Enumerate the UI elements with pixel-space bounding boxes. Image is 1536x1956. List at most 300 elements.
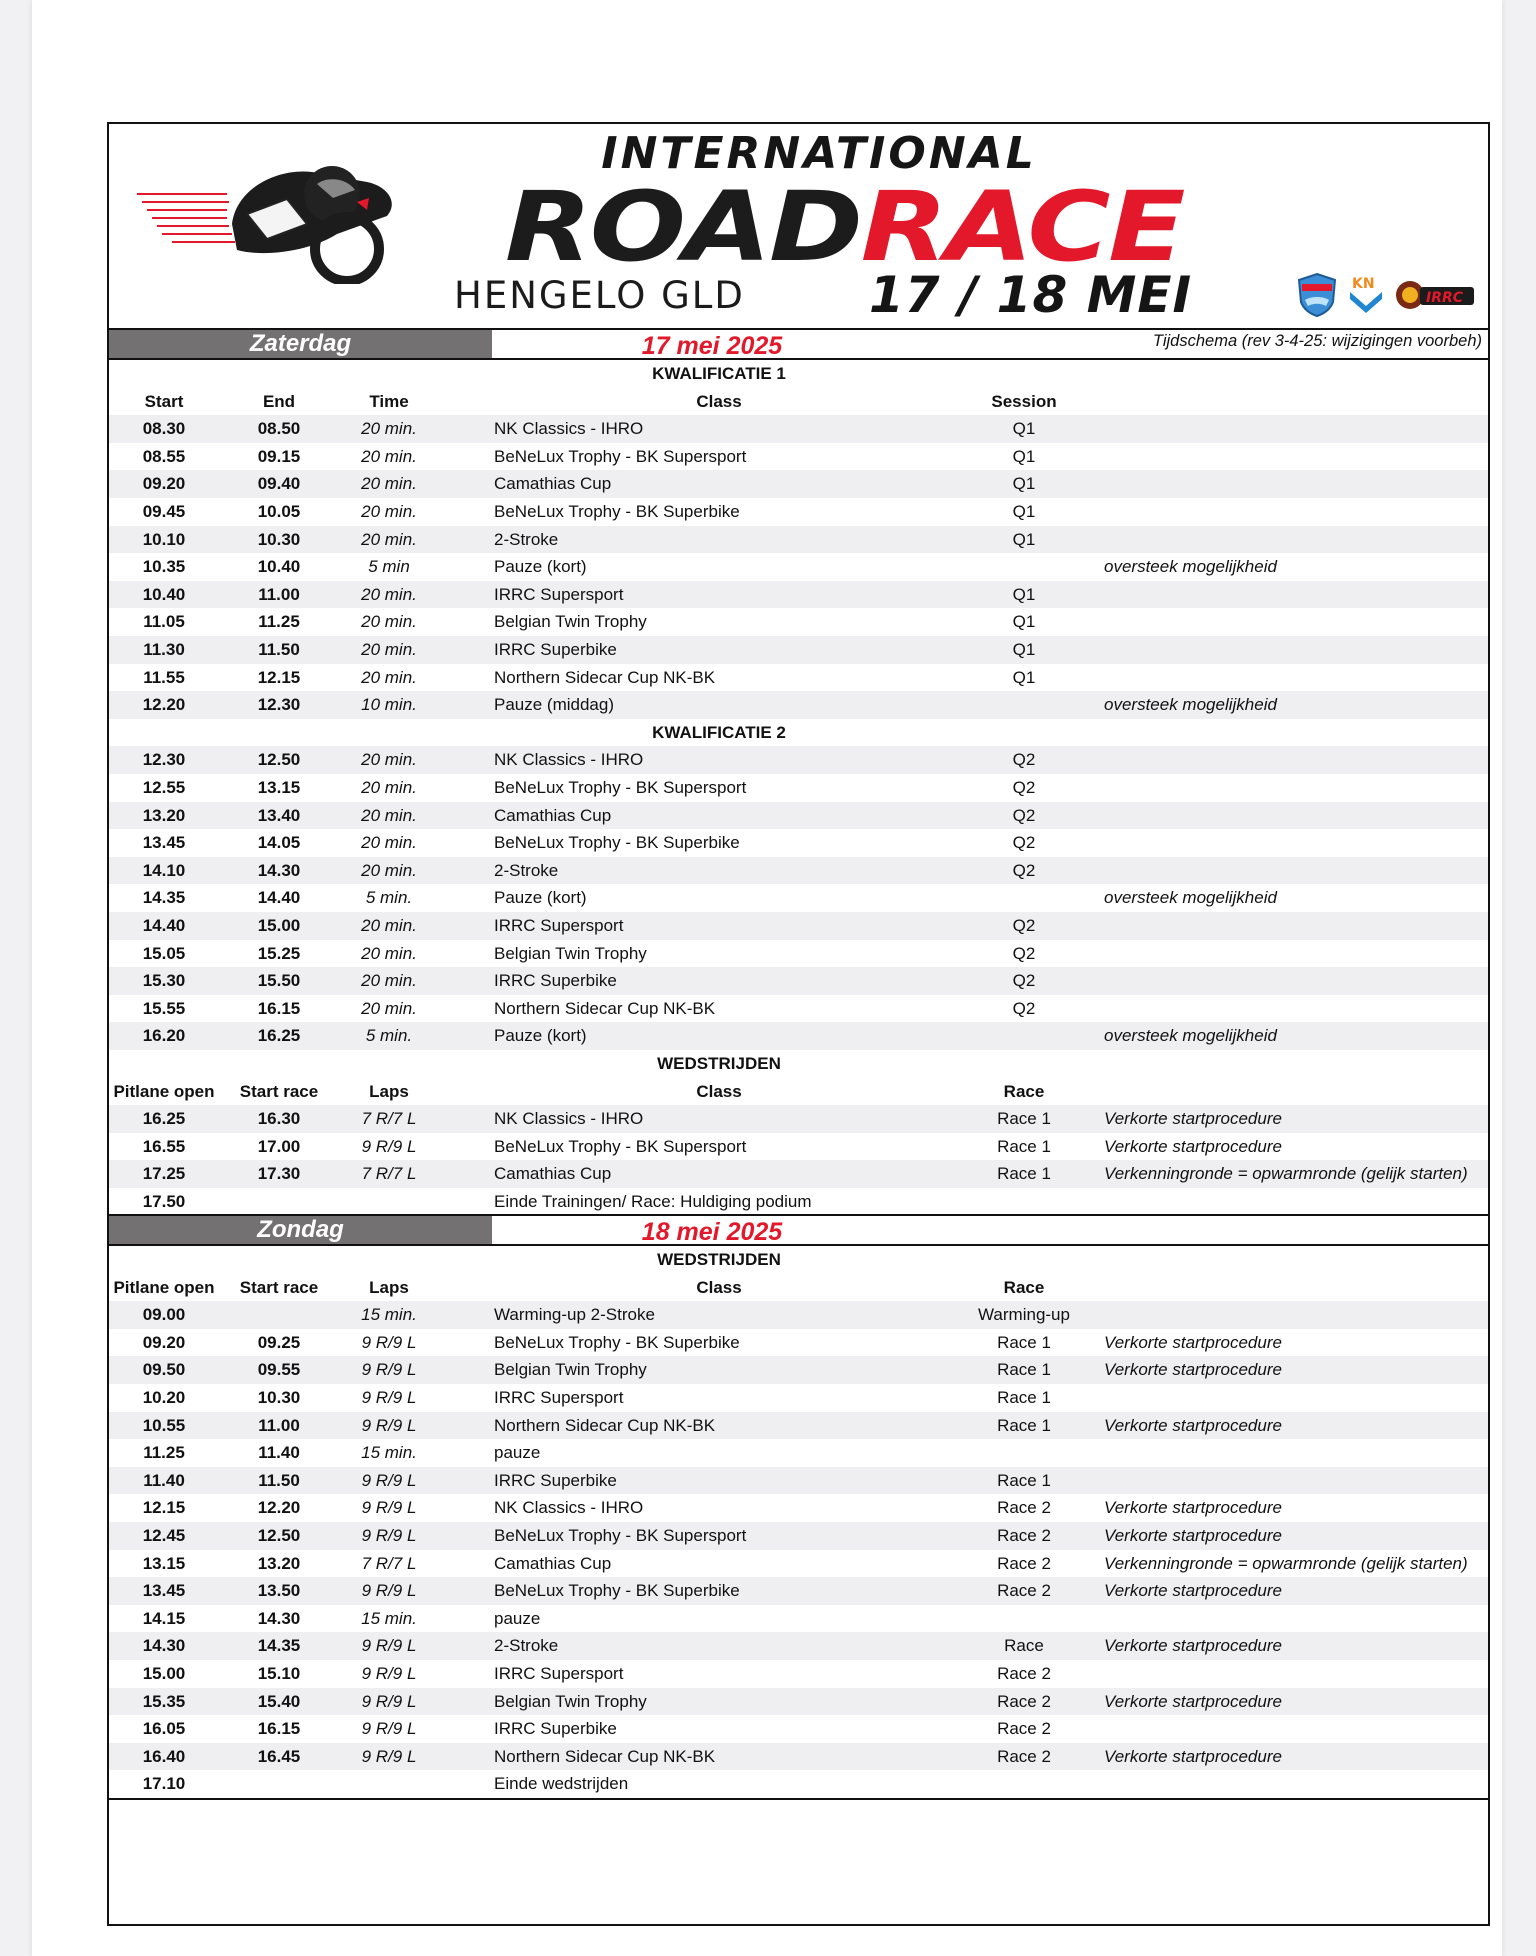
cell-6: oversteek mogelijkheid xyxy=(1104,888,1277,908)
table-row xyxy=(109,995,1488,1023)
cell-1: 10.35 xyxy=(142,557,186,577)
cell-1: 14.15 xyxy=(142,1608,186,1628)
section-title-text: KWALIFICATIE 1 xyxy=(652,364,786,383)
cell-2: 13.50 xyxy=(257,1581,301,1601)
cell-2: 15.00 xyxy=(257,916,301,935)
cell-2: 12.50 xyxy=(257,750,301,770)
cell-6: Verkorte startprocedure xyxy=(1104,1332,1282,1352)
schedule-frame xyxy=(107,122,1490,1926)
table-row xyxy=(109,1384,1488,1412)
table-row xyxy=(109,1494,1488,1522)
cell-4: Northern Sidecar Cup NK-BK xyxy=(494,667,716,687)
table-row xyxy=(109,415,1488,443)
section-title-text: WEDSTRIJDEN xyxy=(657,1054,781,1073)
cell-4: Pauze (kort) xyxy=(494,1026,587,1046)
cell-1: 09.20 xyxy=(142,474,186,494)
cell-3: 20 min. xyxy=(361,640,417,659)
cell-6: Verkorte startprocedure xyxy=(1104,1360,1282,1380)
table-row xyxy=(109,967,1488,995)
cell-4: IRRC Supersport xyxy=(494,584,624,604)
cell-5: Q2 xyxy=(1012,943,1036,963)
column-header-2: Start race xyxy=(239,1081,319,1101)
cell-6: Verkenningronde = opwarmronde (gelijk starten) xyxy=(1104,1553,1468,1573)
cell-4: Pauze (middag) xyxy=(494,695,615,715)
cell-5: Race 1 xyxy=(997,1109,1051,1129)
cell-1: 11.55 xyxy=(143,667,185,687)
location-text: HENGELO GLD xyxy=(454,274,745,317)
cell-4: 2-Stroke xyxy=(494,860,559,880)
cell-5: Q1 xyxy=(1012,502,1036,521)
sunday-label: Zondag xyxy=(109,1216,492,1244)
cell-2: 14.40 xyxy=(257,888,301,908)
cell-3: 9 R/9 L xyxy=(361,1360,417,1380)
cell-2: 11.50 xyxy=(258,1470,300,1490)
cell-4: Belgian Twin Trophy xyxy=(494,943,647,963)
cell-6: Verkorte startprocedure xyxy=(1104,1498,1282,1518)
column-header-5: Session xyxy=(991,391,1057,411)
cell-3: 20 min. xyxy=(361,502,417,521)
cell-1: 14.10 xyxy=(142,860,186,880)
table-header-row xyxy=(109,388,1488,416)
column-header-4: Class xyxy=(696,1277,742,1297)
cell-6: Verkorte startprocedure xyxy=(1104,1636,1282,1656)
cell-3: 20 min. xyxy=(361,750,417,770)
cell-4: NK Classics - IHRO xyxy=(494,750,644,770)
cell-1: 13.45 xyxy=(142,1581,186,1601)
cell-5: Race 2 xyxy=(997,1719,1051,1739)
cell-2: 12.30 xyxy=(257,695,301,715)
cell-1: 09.00 xyxy=(142,1305,186,1325)
cell-1: 15.30 xyxy=(142,971,186,991)
section-title xyxy=(109,719,1488,747)
table-row xyxy=(109,912,1488,940)
cell-5: Race 1 xyxy=(997,1360,1051,1380)
cell-3: 20 min. xyxy=(361,805,417,825)
cell-4: Northern Sidecar Cup NK-BK xyxy=(494,1746,716,1766)
cell-3: 20 min. xyxy=(361,943,417,963)
cell-6: Verkorte startprocedure xyxy=(1104,1691,1282,1711)
cell-4: BeNeLux Trophy - BK Superbike xyxy=(494,502,740,521)
cell-4: IRRC Superbike xyxy=(494,1470,617,1490)
table-row xyxy=(109,1301,1488,1329)
cell-2: 17.00 xyxy=(257,1136,301,1156)
table-row xyxy=(109,581,1488,609)
cell-1: 10.20 xyxy=(142,1388,186,1407)
cell-3: 7 R/7 L xyxy=(361,1109,417,1129)
cell-3: 9 R/9 L xyxy=(361,1526,417,1545)
cell-3: 15 min. xyxy=(361,1443,417,1463)
cell-6: Verkenningronde = opwarmronde (gelijk starten) xyxy=(1104,1164,1468,1184)
svg-text:KN: KN xyxy=(1352,276,1375,292)
cell-4: BeNeLux Trophy - BK Supersport xyxy=(494,778,747,797)
cell-4: pauze xyxy=(494,1443,541,1463)
cell-1: 16.40 xyxy=(142,1746,186,1766)
table-row xyxy=(109,1133,1488,1161)
cell-2: 09.25 xyxy=(257,1332,301,1352)
cell-1: 10.10 xyxy=(142,529,186,549)
cell-3: 7 R/7 L xyxy=(361,1553,417,1573)
cell-4: Northern Sidecar Cup NK-BK xyxy=(494,998,716,1018)
cell-3: 9 R/9 L xyxy=(361,1719,417,1739)
cell-5: Q2 xyxy=(1012,916,1036,935)
cell-6: Verkorte startprocedure xyxy=(1104,1746,1282,1766)
saturday-label: Zaterdag xyxy=(109,330,492,358)
cell-1: 11.05 xyxy=(143,612,185,632)
cell-6: oversteek mogelijkheid xyxy=(1104,557,1277,577)
cell-1: 17.25 xyxy=(142,1164,186,1184)
cell-3: 9 R/9 L xyxy=(361,1581,417,1601)
table-row xyxy=(109,1522,1488,1550)
table-row xyxy=(109,553,1488,581)
cell-1: 12.30 xyxy=(142,750,186,770)
table-row xyxy=(109,498,1488,526)
column-header-2: End xyxy=(262,391,296,411)
cell-3: 20 min. xyxy=(361,529,417,549)
cell-4: Einde Trainingen/ Race: Huldiging podium xyxy=(494,1192,812,1211)
sunday-bar xyxy=(109,1214,1488,1246)
section-title xyxy=(109,1050,1488,1078)
cell-2: 13.20 xyxy=(257,1553,301,1573)
saturday-bar xyxy=(109,328,1488,360)
cell-5: Q2 xyxy=(1012,971,1036,991)
table-row xyxy=(109,1160,1488,1188)
cell-1: 17.50 xyxy=(142,1192,186,1211)
cell-3: 9 R/9 L xyxy=(361,1136,417,1156)
cell-4: BeNeLux Trophy - BK Supersport xyxy=(494,1526,747,1545)
cell-1: 13.45 xyxy=(142,833,186,853)
cell-1: 12.15 xyxy=(142,1498,186,1518)
cell-4: IRRC Supersport xyxy=(494,1388,624,1407)
cell-5: Q2 xyxy=(1012,778,1036,797)
cell-2: 14.35 xyxy=(257,1636,301,1656)
table-row xyxy=(109,940,1488,968)
shield-logo-icon xyxy=(1296,272,1338,318)
cell-3: 20 min. xyxy=(361,474,417,494)
cell-1: 10.40 xyxy=(142,584,186,604)
cell-5: Warming-up xyxy=(978,1305,1070,1325)
irrc-logo-icon xyxy=(1394,275,1476,315)
saturday-date: 17 mei 2025 xyxy=(641,332,783,360)
cell-4: Pauze (kort) xyxy=(494,557,587,577)
cell-5: Q2 xyxy=(1012,750,1036,770)
cell-4: IRRC Supersport xyxy=(494,1664,624,1683)
cell-2: 15.10 xyxy=(257,1664,301,1683)
table-row xyxy=(109,1770,1488,1798)
cell-1: 15.35 xyxy=(142,1691,186,1711)
cell-5: Race xyxy=(1004,1636,1044,1656)
cell-2: 10.30 xyxy=(257,1388,301,1407)
cell-4: Camathias Cup xyxy=(494,474,612,494)
column-header-1: Pitlane open xyxy=(113,1277,215,1297)
table-header-row xyxy=(109,1078,1488,1106)
cell-6: Verkorte startprocedure xyxy=(1104,1415,1282,1435)
cell-4: BeNeLux Trophy - BK Supersport xyxy=(494,1136,747,1156)
table-row xyxy=(109,1329,1488,1357)
cell-4: IRRC Superbike xyxy=(494,640,617,659)
cell-1: 11.40 xyxy=(143,1470,185,1490)
table-row xyxy=(109,802,1488,830)
cell-2: 09.15 xyxy=(257,446,301,466)
cell-3: 7 R/7 L xyxy=(361,1164,417,1184)
cell-4: Camathias Cup xyxy=(494,1553,612,1573)
cell-2: 16.25 xyxy=(257,1026,301,1046)
cell-4: Northern Sidecar Cup NK-BK xyxy=(494,1415,716,1435)
cell-4: BeNeLux Trophy - BK Superbike xyxy=(494,833,740,853)
cell-4: Belgian Twin Trophy xyxy=(494,1691,647,1711)
table-row xyxy=(109,526,1488,554)
table-row xyxy=(109,746,1488,774)
table-row xyxy=(109,1356,1488,1384)
document-page xyxy=(32,0,1502,1956)
cell-3: 20 min. xyxy=(361,916,417,935)
cell-4: IRRC Superbike xyxy=(494,971,617,991)
cell-5: Q1 xyxy=(1012,612,1036,632)
cell-2: 16.15 xyxy=(257,1719,301,1739)
cell-5: Race 2 xyxy=(997,1498,1051,1518)
cell-1: 16.20 xyxy=(142,1026,186,1046)
cell-1: 16.55 xyxy=(142,1136,186,1156)
column-header-3: Laps xyxy=(369,1081,409,1101)
cell-6: Verkorte startprocedure xyxy=(1104,1581,1282,1601)
sunday-date: 18 mei 2025 xyxy=(641,1218,783,1246)
column-header-2: Start race xyxy=(239,1277,319,1297)
cell-2: 11.00 xyxy=(258,584,300,604)
column-header-3: Laps xyxy=(369,1277,409,1297)
cell-2: 16.45 xyxy=(257,1746,301,1766)
table-row xyxy=(109,1412,1488,1440)
cell-4: Pauze (kort) xyxy=(494,888,587,908)
cell-4: pauze xyxy=(494,1608,541,1628)
cell-3: 9 R/9 L xyxy=(361,1746,417,1766)
cell-2: 15.50 xyxy=(257,971,301,991)
cell-2: 14.05 xyxy=(257,833,301,853)
cell-6: Verkorte startprocedure xyxy=(1104,1136,1282,1156)
cell-1: 16.05 xyxy=(142,1719,186,1739)
cell-4: Warming-up 2-Stroke xyxy=(494,1305,655,1325)
table-row xyxy=(109,1467,1488,1495)
cell-5: Q1 xyxy=(1012,529,1036,549)
table-row xyxy=(109,664,1488,692)
cell-2: 11.40 xyxy=(258,1443,300,1463)
cell-4: Camathias Cup xyxy=(494,1164,612,1184)
cell-1: 14.30 xyxy=(142,1636,186,1656)
cell-6: oversteek mogelijkheid xyxy=(1104,695,1277,715)
cell-2: 11.25 xyxy=(258,612,300,632)
title-road: ROAD xyxy=(504,171,861,283)
title-race: RACE xyxy=(860,171,1184,283)
cell-3: 20 min. xyxy=(361,833,417,853)
cell-5: Race 2 xyxy=(997,1691,1051,1711)
cell-5: Race 2 xyxy=(997,1581,1051,1601)
cell-2: 13.40 xyxy=(257,805,301,825)
cell-1: 08.55 xyxy=(142,446,186,466)
cell-5: Q1 xyxy=(1012,640,1036,659)
cell-1: 15.55 xyxy=(142,998,186,1018)
cell-1: 09.20 xyxy=(142,1332,186,1352)
section-title-text: KWALIFICATIE 2 xyxy=(652,722,786,742)
cell-3: 20 min. xyxy=(361,584,417,604)
cell-4: Belgian Twin Trophy xyxy=(494,1360,647,1380)
column-header-5: Race xyxy=(1003,1277,1045,1297)
cell-3: 9 R/9 L xyxy=(361,1691,417,1711)
cell-3: 20 min. xyxy=(361,778,417,797)
table-row xyxy=(109,1715,1488,1743)
cell-2: 11.00 xyxy=(258,1415,300,1435)
cell-2: 08.50 xyxy=(257,419,301,439)
cell-2: 12.50 xyxy=(257,1526,301,1545)
cell-2: 09.55 xyxy=(257,1360,301,1380)
table-row xyxy=(109,608,1488,636)
cell-2: 15.40 xyxy=(257,1691,301,1711)
table-row xyxy=(109,857,1488,885)
cell-5: Q1 xyxy=(1012,667,1036,687)
cell-2: 12.15 xyxy=(257,667,301,687)
cell-3: 20 min. xyxy=(361,667,417,687)
table-row xyxy=(109,774,1488,802)
cell-5: Race 2 xyxy=(997,1526,1051,1545)
cell-4: BeNeLux Trophy - BK Supersport xyxy=(494,446,747,466)
column-header-4: Class xyxy=(696,391,742,411)
cell-5: Race 1 xyxy=(997,1136,1051,1156)
cell-4: BeNeLux Trophy - BK Superbike xyxy=(494,1332,740,1352)
table-row xyxy=(109,443,1488,471)
cell-3: 20 min. xyxy=(361,971,417,991)
cell-1: 11.25 xyxy=(143,1443,185,1463)
cell-4: 2-Stroke xyxy=(494,1636,559,1656)
cell-1: 15.05 xyxy=(142,943,186,963)
cell-5: Q2 xyxy=(1012,998,1036,1018)
cell-1: 14.35 xyxy=(142,888,186,908)
cell-3: 20 min. xyxy=(361,998,417,1018)
column-header-4: Class xyxy=(696,1081,742,1101)
section-title xyxy=(109,1246,1488,1274)
cell-1: 13.15 xyxy=(142,1553,186,1573)
cell-2: 10.30 xyxy=(257,529,301,549)
column-header-3: Time xyxy=(369,391,409,411)
table-row xyxy=(109,1439,1488,1467)
cell-1: 12.20 xyxy=(142,695,186,715)
cell-1: 13.20 xyxy=(142,805,186,825)
column-header-5: Race xyxy=(1003,1081,1045,1101)
knmv-logo-icon xyxy=(1346,272,1386,318)
cell-5: Race 2 xyxy=(997,1746,1051,1766)
table-row xyxy=(109,1605,1488,1633)
cell-2: 14.30 xyxy=(257,860,301,880)
event-dates: 17 / 18 MEI xyxy=(869,266,1193,324)
cell-3: 15 min. xyxy=(361,1305,417,1325)
cell-5: Race 1 xyxy=(997,1470,1051,1490)
cell-3: 20 min. xyxy=(361,446,417,466)
irrc-logo-text: IRRC xyxy=(1426,290,1464,306)
cell-4: NK Classics - IHRO xyxy=(494,1498,644,1518)
cell-1: 11.30 xyxy=(143,640,185,659)
cell-3: 9 R/9 L xyxy=(361,1636,417,1656)
cell-4: IRRC Supersport xyxy=(494,916,624,935)
cell-5: Race 2 xyxy=(997,1664,1051,1683)
cell-5: Q1 xyxy=(1012,474,1036,494)
table-row xyxy=(109,1632,1488,1660)
cell-2: 14.30 xyxy=(257,1608,301,1628)
cell-1: 16.25 xyxy=(142,1109,186,1129)
cell-5: Q2 xyxy=(1012,860,1036,880)
cell-5: Q2 xyxy=(1012,805,1036,825)
cell-1: 09.50 xyxy=(142,1360,186,1380)
cell-3: 20 min. xyxy=(361,612,417,632)
table-row xyxy=(109,691,1488,719)
table-row xyxy=(109,636,1488,664)
cell-2: 16.15 xyxy=(257,998,301,1018)
cell-4: IRRC Superbike xyxy=(494,1719,617,1739)
cell-3: 9 R/9 L xyxy=(361,1498,417,1518)
table-row xyxy=(109,1660,1488,1688)
table-row xyxy=(109,884,1488,912)
table-row xyxy=(109,1550,1488,1578)
cell-5: Q1 xyxy=(1012,584,1036,604)
table-row xyxy=(109,1743,1488,1771)
cell-3: 5 min. xyxy=(365,888,413,908)
cell-5: Race 1 xyxy=(997,1332,1051,1352)
schedule-revision-note: Tijdschema (rev 3-4-25: wijzigingen voorbeh) xyxy=(1152,332,1482,350)
cell-2: 16.30 xyxy=(257,1109,301,1129)
cell-5: Race 1 xyxy=(997,1164,1051,1184)
cell-1: 10.55 xyxy=(142,1415,186,1435)
cell-2: 13.15 xyxy=(257,778,301,797)
cell-4: NK Classics - IHRO xyxy=(494,1109,644,1129)
table-row xyxy=(109,1105,1488,1133)
cell-3: 10 min. xyxy=(361,695,417,715)
cell-2: 09.40 xyxy=(257,474,301,494)
cell-2: 12.20 xyxy=(257,1498,301,1518)
cell-3: 9 R/9 L xyxy=(361,1470,417,1490)
cell-5: Q1 xyxy=(1012,446,1036,466)
cell-5: Race 1 xyxy=(997,1388,1051,1407)
cell-1: 12.45 xyxy=(142,1526,186,1545)
cell-3: 9 R/9 L xyxy=(361,1415,417,1435)
cell-3: 9 R/9 L xyxy=(361,1664,417,1683)
cell-1: 14.40 xyxy=(142,916,186,935)
cell-3: 9 R/9 L xyxy=(361,1388,417,1407)
cell-4: NK Classics - IHRO xyxy=(494,419,644,439)
cell-3: 5 min. xyxy=(365,1026,413,1046)
cell-2: 15.25 xyxy=(257,943,301,963)
section-title-text: WEDSTRIJDEN xyxy=(657,1250,781,1269)
sponsor-logos xyxy=(1296,272,1476,318)
cell-3: 20 min. xyxy=(361,419,417,439)
column-header-1: Start xyxy=(144,391,184,411)
table-row xyxy=(109,1188,1488,1216)
section-title xyxy=(109,360,1488,388)
cell-6: oversteek mogelijkheid xyxy=(1104,1026,1277,1046)
cell-6: Verkorte startprocedure xyxy=(1104,1526,1282,1545)
column-header-1: Pitlane open xyxy=(113,1081,215,1101)
table-row xyxy=(109,1022,1488,1050)
cell-1: 12.55 xyxy=(142,778,186,797)
cell-4: 2-Stroke xyxy=(494,529,559,549)
cell-2: 11.50 xyxy=(258,640,300,659)
cell-5: Race 2 xyxy=(997,1553,1051,1573)
table-row xyxy=(109,1688,1488,1716)
cell-4: Belgian Twin Trophy xyxy=(494,612,647,632)
cell-4: Camathias Cup xyxy=(494,805,612,825)
cell-4: Einde wedstrijden xyxy=(494,1774,629,1794)
cell-5: Q2 xyxy=(1012,833,1036,853)
cell-3: 15 min. xyxy=(361,1608,417,1628)
table-row xyxy=(109,470,1488,498)
cell-2: 17.30 xyxy=(257,1164,301,1184)
cell-6: Verkorte startprocedure xyxy=(1104,1109,1282,1129)
cell-5: Race 1 xyxy=(997,1415,1051,1435)
title-international: INTERNATIONAL xyxy=(601,128,1037,179)
